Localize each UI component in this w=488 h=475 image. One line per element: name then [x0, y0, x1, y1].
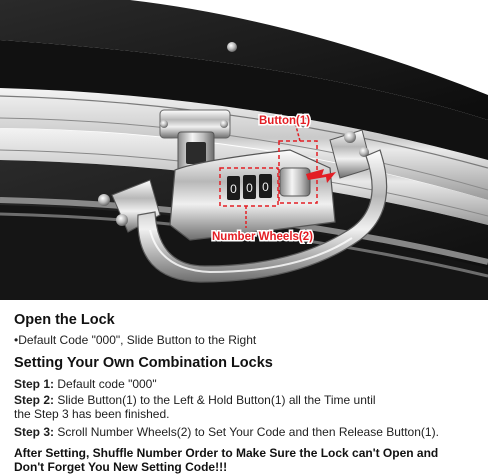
- step-2: [14, 393, 376, 407]
- step-2-continued: the Step 3 has been finished.: [14, 407, 170, 421]
- step-2-label: Step 2:: [14, 393, 55, 407]
- number-wheels: [227, 174, 272, 200]
- step-3-label: Step 3:: [14, 425, 55, 439]
- bullet-mark: •: [14, 333, 19, 347]
- footer-line-1: After Setting, Shuffle Number Order to Make Sure the Lock can't Open and: [14, 446, 439, 460]
- footer-line-2: Don't Forget You New Setting Code!!!: [14, 460, 228, 474]
- step-3-text: Scroll Number Wheels(2) to Set Your Code and then Release Button(1).: [57, 425, 439, 439]
- open-lock-bullet: [14, 333, 256, 347]
- svg-text:0: 0: [230, 182, 237, 196]
- setting-title: Setting Your Own Combination Locks: [14, 355, 273, 371]
- step-1: [14, 377, 157, 391]
- button-callout-label: Button(1): [259, 115, 311, 127]
- step-1-label: Step 1:: [14, 377, 55, 391]
- step-2-text: Slide Button(1) to the Left & Hold Button(1) all the Time until: [57, 393, 376, 407]
- svg-text:0: 0: [262, 180, 269, 194]
- slide-button: [280, 168, 310, 196]
- step-3: [14, 425, 439, 439]
- step-1-text: Default code "000": [57, 377, 157, 391]
- wheels-callout-label: Number Wheels(2): [212, 231, 313, 243]
- open-lock-text: Default Code "000", Slide Button to the Right: [18, 333, 257, 347]
- svg-text:0: 0: [246, 181, 253, 195]
- open-lock-title: Open the Lock: [14, 312, 115, 328]
